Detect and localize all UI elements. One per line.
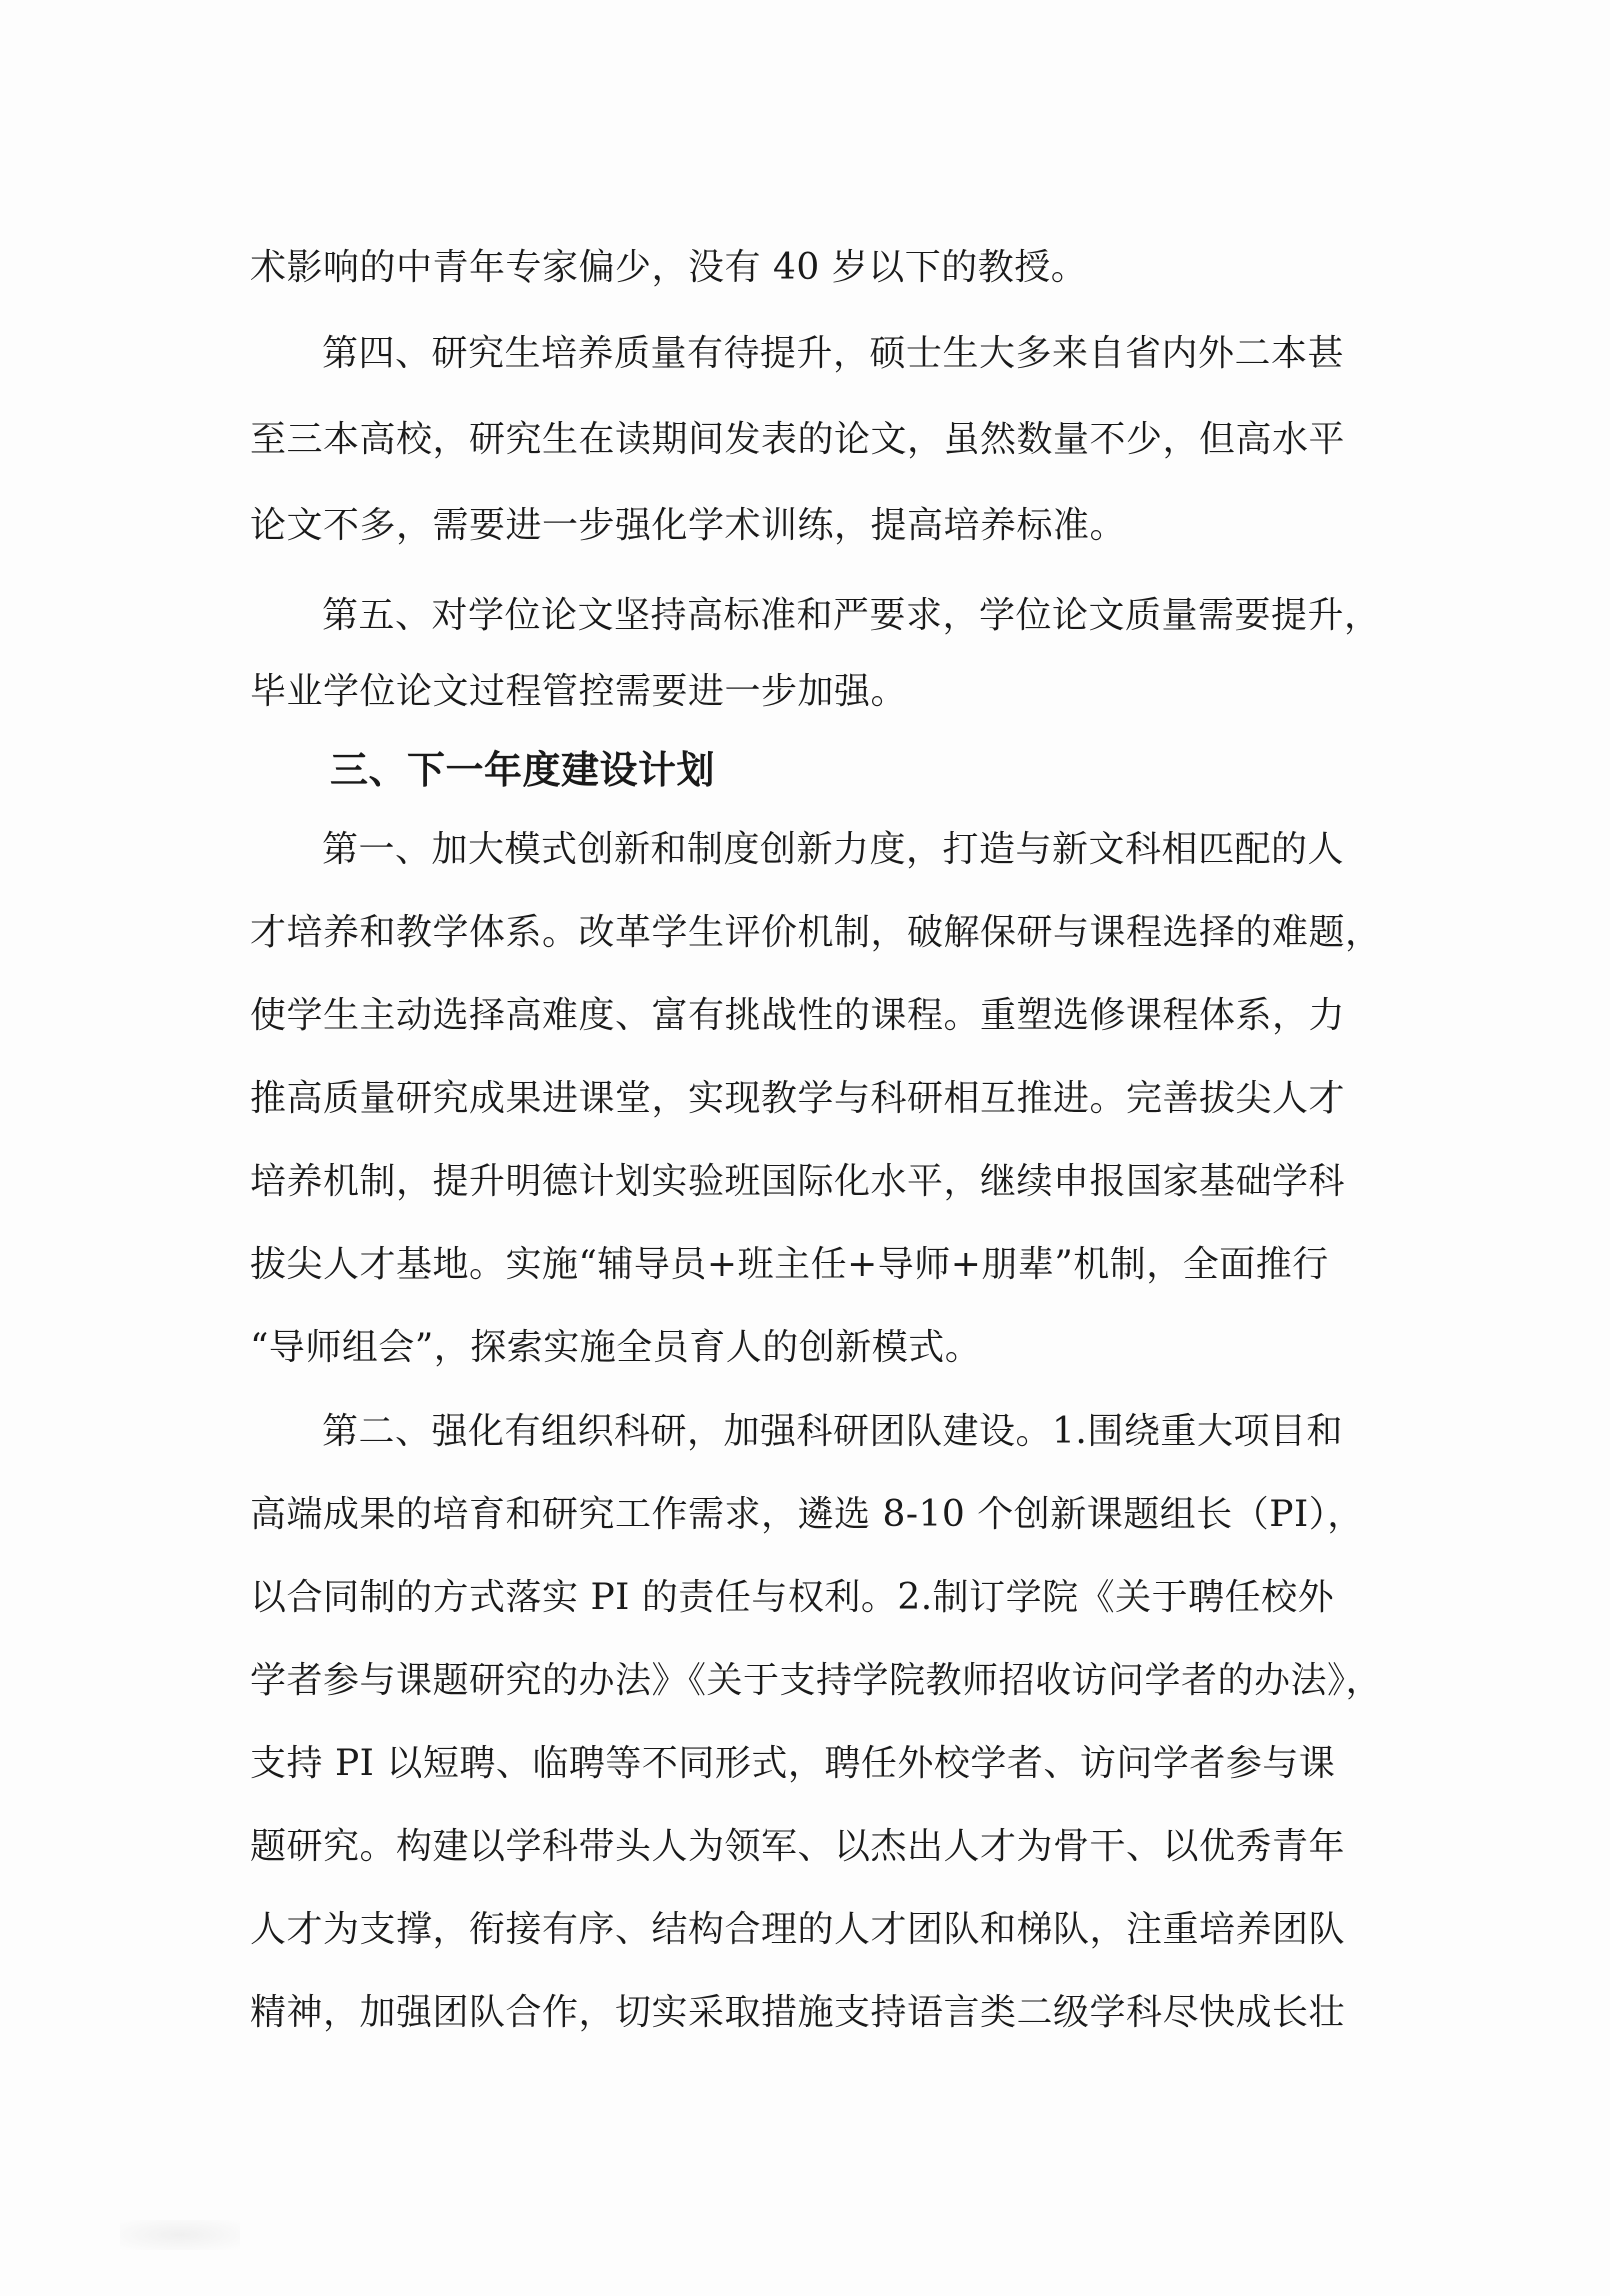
body-text-line: 推高质量研究成果进课堂，实现教学与科研相互推进。完善拔尖人才: [250, 1078, 1346, 1119]
body-text-line: 人才为支撑，衔接有序、结构合理的人才团队和梯队，注重培养团队: [250, 1909, 1346, 1950]
plan-1-start: 第一、加大模式创新和制度创新力度，打造与新文科相匹配的人: [322, 829, 1345, 870]
body-text-line: 高端成果的培育和研究工作需求，遴选 8-10 个创新课题组长（PI），: [250, 1494, 1364, 1535]
section-heading: 三、下一年度建设计划: [330, 748, 716, 792]
body-text-line: 毕业学位论文过程管控需要进一步加强。: [250, 671, 908, 712]
body-text-line: 拔尖人才基地。实施“辅导员+班主任+导师+朋辈”机制，全面推行: [250, 1244, 1329, 1285]
body-text-line: 学者参与课题研究的办法》《关于支持学院教师招收访问学者的办法》，: [250, 1660, 1383, 1701]
body-text-line: 术影响的中青年专家偏少，没有 40 岁以下的教授。: [250, 247, 1088, 288]
body-text-line: 支持 PI 以短聘、临聘等不同形式，聘任外校学者、访问学者参与课: [250, 1743, 1336, 1784]
body-text-line: 至三本高校，研究生在读期间发表的论文，虽然数量不少，但高水平: [250, 419, 1346, 460]
body-text-line: 培养机制，提升明德计划实验班国际化水平，继续申报国家基础学科: [250, 1161, 1346, 1202]
scan-smudge: [120, 2220, 240, 2250]
body-text-line: 论文不多，需要进一步强化学术训练，提高培养标准。: [250, 505, 1127, 546]
body-text-line: 以合同制的方式落实 PI 的责任与权利。2.制订学院《关于聘任校外: [250, 1577, 1335, 1618]
plan-2-start: 第二、强化有组织科研，加强科研团队建设。1.围绕重大项目和: [322, 1411, 1343, 1452]
body-text-line: “导师组会”，探索实施全员育人的创新模式。: [250, 1327, 982, 1368]
paragraph-5-start: 第五、对学位论文坚持高标准和严要求，学位论文质量需要提升，: [322, 595, 1381, 636]
body-text-line: 精神，加强团队合作，切实采取措施支持语言类二级学科尽快成长壮: [250, 1992, 1346, 2033]
body-text-line: 才培养和教学体系。改革学生评价机制，破解保研与课程选择的难题，: [250, 912, 1382, 953]
body-text-line: 题研究。构建以学科带头人为领军、以杰出人才为骨干、以优秀青年: [250, 1826, 1346, 1867]
body-text-line: 使学生主动选择高难度、富有挑战性的课程。重塑选修课程体系，力: [250, 995, 1346, 1036]
paragraph-4-start: 第四、研究生培养质量有待提升，硕士生大多来自省内外二本甚: [322, 333, 1345, 374]
